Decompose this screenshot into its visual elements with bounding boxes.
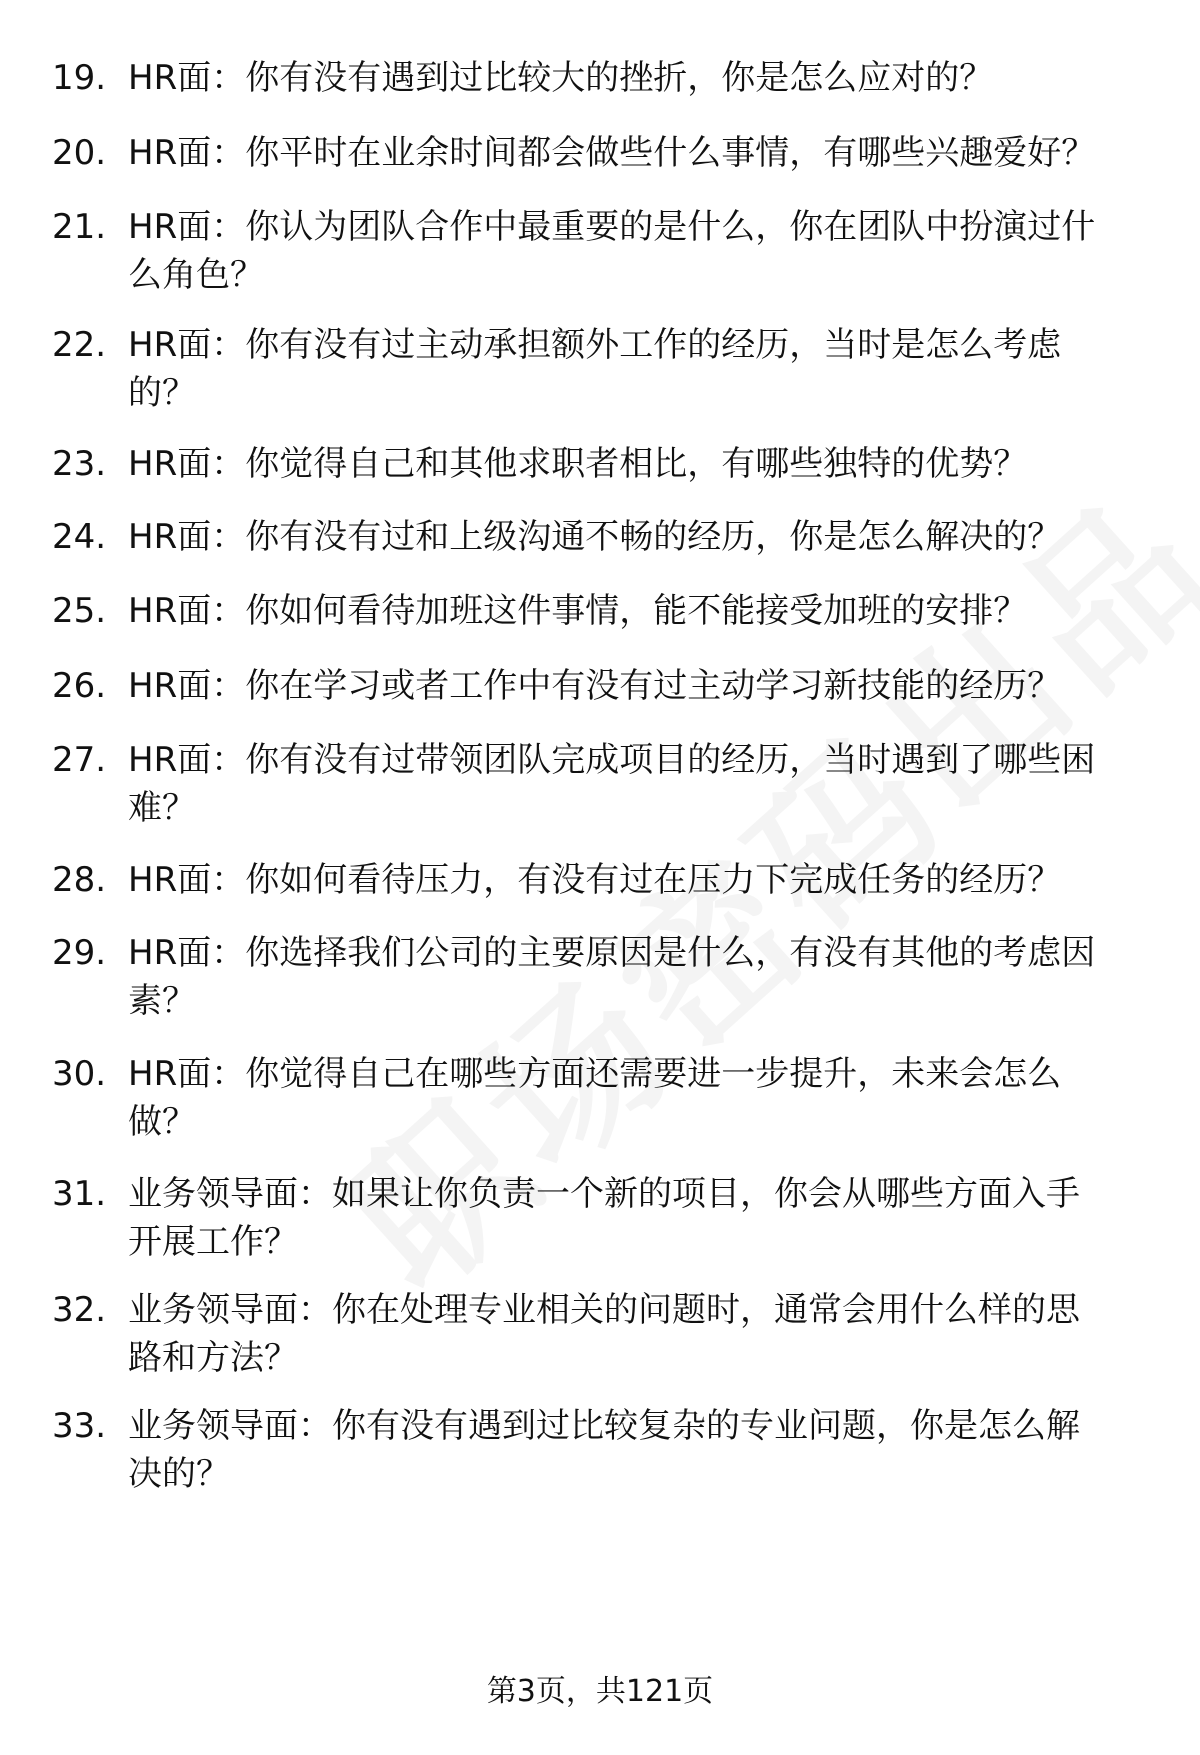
question-number: 23. xyxy=(52,444,107,484)
question-number: 33. xyxy=(52,1406,107,1446)
question-number: 25. xyxy=(52,591,107,631)
question-number: 20. xyxy=(52,133,107,173)
question-text: HR面：你觉得自己和其他求职者相比，有哪些独特的优势？ xyxy=(128,444,1028,484)
question-text: HR面：你觉得自己在哪些方面还需要进一步提升，未来会怎么 做？ xyxy=(128,1054,1062,1142)
question-number: 29. xyxy=(52,933,107,973)
question-text: HR面：你有没有过带领团队完成项目的经历，当时遇到了哪些困 难？ xyxy=(128,740,1096,828)
question-text: 业务领导面：你在处理专业相关的问题时，通常会用什么样的思 路和方法？ xyxy=(128,1290,1080,1378)
question-text: HR面：你平时在业余时间都会做些什么事情，有哪些兴趣爱好？ xyxy=(128,133,1096,173)
question-text: 业务领导面：如果让你负责一个新的项目，你会从哪些方面入手 开展工作？ xyxy=(128,1174,1080,1262)
page-footer: 第3页，共121页 xyxy=(486,1674,714,1709)
question-number: 32. xyxy=(52,1290,107,1330)
question-number: 21. xyxy=(52,207,107,247)
question-text: HR面：你如何看待压力，有没有过在压力下完成任务的经历？ xyxy=(128,860,1062,900)
question-text: HR面：你在学习或者工作中有没有过主动学习新技能的经历？ xyxy=(128,666,1062,706)
question-text: HR面：你有没有过和上级沟通不畅的经历，你是怎么解决的？ xyxy=(128,517,1062,557)
question-text: HR面：你有没有过主动承担额外工作的经历，当时是怎么考虑 的？ xyxy=(128,325,1062,413)
question-text: 业务领导面：你有没有遇到过比较复杂的专业问题，你是怎么解 决的？ xyxy=(128,1406,1080,1494)
question-number: 27. xyxy=(52,740,107,780)
question-number: 26. xyxy=(52,666,107,706)
question-text: HR面：你认为团队合作中最重要的是什么，你在团队中扮演过什 么角色？ xyxy=(128,207,1096,295)
question-number: 24. xyxy=(52,517,107,557)
question-number: 31. xyxy=(52,1174,107,1214)
question-number: 28. xyxy=(52,860,107,900)
question-number: 22. xyxy=(52,325,107,365)
question-text: HR面：你选择我们公司的主要原因是什么，有没有其他的考虑因 素？ xyxy=(128,933,1096,1021)
question-number: 19. xyxy=(52,58,107,98)
question-number: 30. xyxy=(52,1054,107,1094)
question-text: HR面：你如何看待加班这件事情，能不能接受加班的安排？ xyxy=(128,591,1028,631)
question-text: HR面：你有没有遇到过比较大的挫折，你是怎么应对的？ xyxy=(128,58,994,98)
